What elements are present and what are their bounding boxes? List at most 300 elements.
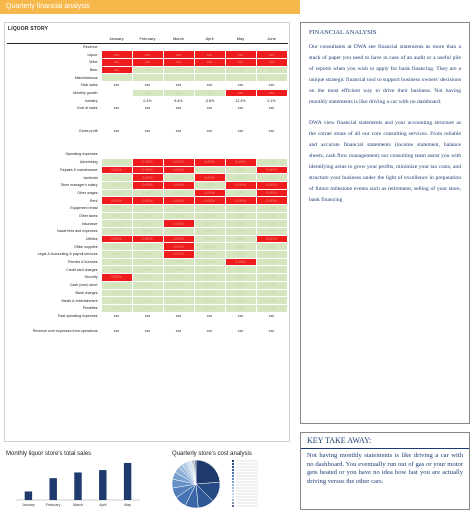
table-cell[interactable]: 0.00%	[256, 212, 287, 220]
table-cell[interactable]: 0.00%	[101, 204, 132, 212]
table-cell[interactable]: 0.00%	[101, 304, 132, 312]
table-cell[interactable]	[132, 320, 163, 328]
table-cell[interactable]: 0.00%	[194, 251, 225, 259]
bar-tick-label: February	[46, 503, 61, 507]
table-cell[interactable]	[194, 43, 225, 51]
table-cell[interactable]: xxx	[101, 327, 132, 335]
table-cell[interactable]	[163, 135, 194, 143]
table-cell[interactable]: 0.00%	[256, 289, 287, 297]
table-cell[interactable]: 0.00%	[163, 304, 194, 312]
table-cell[interactable]: 0.00%	[132, 235, 163, 243]
table-row	[7, 289, 287, 297]
table-cell[interactable]	[163, 43, 194, 51]
table-cell[interactable]	[101, 151, 132, 159]
table-cell[interactable]	[101, 143, 132, 151]
table-cell[interactable]: 0.00%	[163, 258, 194, 266]
table-cell[interactable]: 0.00%	[225, 274, 256, 282]
table-cell[interactable]: 0.00%	[194, 243, 225, 251]
table-cell[interactable]	[256, 74, 287, 82]
table-cell[interactable]: 0.00%	[194, 266, 225, 274]
table-cell[interactable]: 0.00%	[194, 189, 225, 197]
table-cell[interactable]: 0.00%	[132, 243, 163, 251]
pie-legend-swatch	[232, 493, 234, 495]
table-cell[interactable]: 0.00%	[132, 166, 163, 174]
table-cell[interactable]: 0.00%	[101, 235, 132, 243]
table-cell[interactable]: 0.00%	[132, 297, 163, 305]
table-cell[interactable]: xxx	[101, 51, 132, 59]
table-cell[interactable]: xxx	[132, 81, 163, 89]
table-cell[interactable]: 0.00%	[194, 220, 225, 228]
table-cell[interactable]	[132, 120, 163, 128]
table-cell[interactable]: xxx	[225, 105, 256, 113]
table-cell[interactable]: 0.00%	[163, 235, 194, 243]
table-cell[interactable]: xxx	[225, 128, 256, 136]
table-cell[interactable]: 0.00%	[194, 228, 225, 236]
table-cell[interactable]: 0.00%	[256, 258, 287, 266]
table-row	[7, 151, 287, 159]
table-cell[interactable]: xxx	[132, 58, 163, 66]
table-cell[interactable]: 0.00%	[256, 266, 287, 274]
table-cell[interactable]: 12.4%	[225, 97, 256, 105]
table-cell[interactable]: 0.00%	[163, 158, 194, 166]
table-cell[interactable]: xxx	[225, 89, 256, 97]
table-cell[interactable]: xxx	[194, 81, 225, 89]
table-cell[interactable]: 0.00%	[225, 158, 256, 166]
table-cell[interactable]: 0.00%	[163, 181, 194, 189]
table-cell[interactable]: 0.00%	[194, 166, 225, 174]
table-body	[7, 43, 287, 335]
table-cell[interactable]: 0.00%	[101, 158, 132, 166]
table-cell[interactable]: 0.00%	[163, 274, 194, 282]
panel-title: FINANCIAL ANALYSIS	[309, 29, 377, 36]
table-cell[interactable]	[256, 143, 287, 151]
table-cell[interactable]: 0.00%	[194, 274, 225, 282]
table-row	[7, 181, 287, 189]
table-cell[interactable]: xxx	[225, 58, 256, 66]
table-cell[interactable]	[194, 112, 225, 120]
table-cell[interactable]: 0.00%	[132, 158, 163, 166]
financial-table	[7, 35, 288, 336]
table-cell[interactable]: xxx	[101, 128, 132, 136]
table-cell[interactable]	[256, 112, 287, 120]
table-cell[interactable]: xxx	[163, 51, 194, 59]
table-cell[interactable]: 0.00%	[256, 220, 287, 228]
table-cell[interactable]	[101, 74, 132, 82]
table-cell[interactable]: xxx	[163, 312, 194, 320]
header-label-col	[7, 35, 101, 43]
key-takeaway-box	[300, 432, 470, 510]
table-cell[interactable]: 0.00%	[225, 243, 256, 251]
table-cell[interactable]: 0.00%	[256, 189, 287, 197]
row-label: Cash (over) short	[69, 283, 98, 288]
table-cell[interactable]	[163, 143, 194, 151]
table-cell[interactable]	[194, 151, 225, 159]
header-month: May	[225, 35, 256, 43]
row-label: Office supplies	[73, 244, 98, 249]
table-cell[interactable]: xxx	[256, 128, 287, 136]
table-cell[interactable]: 0.00%	[194, 158, 225, 166]
table-row	[7, 81, 287, 89]
bar-tick-label: April	[99, 503, 107, 507]
table-cell[interactable]: xxx	[194, 128, 225, 136]
pie-legend-swatch	[232, 484, 234, 486]
table-cell[interactable]: 0.00%	[101, 220, 132, 228]
table-cell[interactable]	[225, 151, 256, 159]
row-label: Operating expenses	[65, 152, 98, 157]
row-label	[7, 120, 101, 128]
table-cell[interactable]	[101, 120, 132, 128]
table-row	[7, 66, 287, 74]
table-cell[interactable]: 0.00%	[101, 281, 132, 289]
table-cell[interactable]	[163, 120, 194, 128]
table-cell[interactable]: xxx	[194, 89, 225, 97]
table-cell[interactable]: xxx	[256, 51, 287, 59]
table-cell[interactable]: xxx	[256, 58, 287, 66]
table-cell[interactable]: 0.00%	[132, 220, 163, 228]
table-cell[interactable]: 0.00%	[132, 228, 163, 236]
table-cell[interactable]: 0.00%	[163, 197, 194, 205]
financial-sheet	[4, 22, 290, 442]
table-row	[7, 251, 287, 259]
financial-analysis-panel	[300, 22, 470, 424]
panel-paragraph: DWA view financial statements and your accounting structure as the corner stone of all our core consulting services. From reliable and accurate financial statements (income statement, balance sheets, cash flow management) our consulting team assist you with identifying areas to grow your profits, minimize your tax costs, and structure your business under the light of excellence in preparation of future milestone events such as retirement, selling of your store, bank financing	[309, 120, 461, 203]
table-cell[interactable]: 0.00%	[132, 258, 163, 266]
table-cell[interactable]: 0.00%	[101, 266, 132, 274]
table-cell[interactable]: xxx	[132, 327, 163, 335]
table-cell[interactable]	[101, 43, 132, 51]
table-cell[interactable]: 8.4%	[163, 97, 194, 105]
table-cell[interactable]: 0.00%	[101, 289, 132, 297]
table-cell[interactable]: 0.00%	[256, 204, 287, 212]
table-cell[interactable]: 0.00%	[132, 197, 163, 205]
pie-legend-swatch	[232, 475, 234, 477]
table-cell[interactable]: 0.00%	[101, 274, 132, 282]
bar-tick-label: May	[124, 503, 131, 507]
table-cell[interactable]: 0.00%	[194, 181, 225, 189]
table-cell[interactable]: 0.00%	[194, 235, 225, 243]
table-cell[interactable]: 0.00%	[225, 228, 256, 236]
table-cell[interactable]: 0.00%	[256, 174, 287, 182]
table-cell[interactable]	[225, 43, 256, 51]
row-label: Bank charges	[75, 290, 98, 295]
table-cell[interactable]: 0.00%	[132, 204, 163, 212]
table-cell[interactable]: 0.00%	[163, 189, 194, 197]
table-cell[interactable]: xxx	[194, 327, 225, 335]
table-cell[interactable]: xxx	[163, 81, 194, 89]
table-cell[interactable]: 0.00%	[225, 289, 256, 297]
table-cell[interactable]: 0.00%	[163, 243, 194, 251]
table-cell[interactable]: 0.00%	[163, 228, 194, 236]
table-cell[interactable]: 0.00%	[225, 181, 256, 189]
table-cell[interactable]: xxx	[163, 128, 194, 136]
table-cell[interactable]: xxx	[163, 89, 194, 97]
table-cell[interactable]: 0.00%	[163, 281, 194, 289]
table-cell[interactable]: xxx	[256, 81, 287, 89]
table-row	[7, 97, 287, 105]
table-cell[interactable]	[132, 43, 163, 51]
row-label: Insurance	[81, 221, 98, 226]
table-cell[interactable]: 0.00%	[101, 189, 132, 197]
header-month: February	[132, 35, 163, 43]
table-row	[7, 135, 287, 143]
table-cell[interactable]: 0.00%	[256, 228, 287, 236]
table-cell[interactable]: 0.00%	[256, 243, 287, 251]
table-cell[interactable]	[256, 43, 287, 51]
table-cell[interactable]	[194, 135, 225, 143]
row-label: Advertising	[79, 160, 98, 165]
table-cell[interactable]: 0.00%	[194, 281, 225, 289]
row-label: Revenue	[83, 45, 98, 50]
pie-legend-swatch	[232, 469, 234, 471]
table-cell[interactable]: xxx	[256, 89, 287, 97]
table-cell[interactable]: xxx	[225, 66, 256, 74]
table-cell[interactable]: 0.00%	[194, 258, 225, 266]
table-cell[interactable]	[101, 320, 132, 328]
table-cell[interactable]	[101, 135, 132, 143]
table-cell[interactable]: 0.00%	[163, 220, 194, 228]
table-cell[interactable]: 0.00%	[256, 297, 287, 305]
table-row	[7, 258, 287, 266]
table-cell[interactable]: xxx	[225, 81, 256, 89]
table-cell[interactable]: xxx	[163, 66, 194, 74]
table-cell[interactable]: 0.00%	[194, 204, 225, 212]
table-cell[interactable]: 0.4%	[132, 97, 163, 105]
pie-legend-swatch	[232, 463, 234, 465]
table-cell[interactable]	[225, 120, 256, 128]
table-cell[interactable]: 0.00%	[101, 297, 132, 305]
table-cell[interactable]: xxx	[194, 105, 225, 113]
table-cell[interactable]: xxx	[163, 327, 194, 335]
pie-legend-swatch	[232, 472, 234, 474]
table-cell[interactable]	[132, 135, 163, 143]
table-cell[interactable]	[256, 135, 287, 143]
table-cell[interactable]: 0.00%	[225, 266, 256, 274]
table-cell[interactable]: 0.00%	[225, 235, 256, 243]
table-cell[interactable]	[194, 320, 225, 328]
table-cell[interactable]	[163, 151, 194, 159]
table-cell[interactable]	[225, 143, 256, 151]
table-cell[interactable]: 0.00%	[225, 304, 256, 312]
table-cell[interactable]: 0.00%	[256, 304, 287, 312]
table-cell[interactable]	[101, 112, 132, 120]
table-cell[interactable]: 0.00%	[163, 297, 194, 305]
table-cell[interactable]: xxx	[256, 312, 287, 320]
panel-paragraph: Our consultants at DWA see financial statements as more than a stack of paper you need to have in case of an audit or a useful pile of reports when you wish to apply for bank financing. They are a unique strategic financial tool to support business owners' decisions on the most efficient way to drive their business. Not having monthly statements is like driving a car with no dashboard.	[309, 44, 461, 105]
table-cell[interactable]: xxx	[163, 105, 194, 113]
table-cell[interactable]: 0.00%	[225, 197, 256, 205]
table-cell[interactable]: 0.00%	[225, 220, 256, 228]
table-row	[7, 120, 287, 128]
table-cell[interactable]: 0.00%	[163, 174, 194, 182]
table-cell[interactable]: xxx	[132, 51, 163, 59]
row-label: Gross profit	[78, 129, 98, 134]
table-cell[interactable]: 0.1%	[256, 97, 287, 105]
table-cell[interactable]: xxx	[194, 66, 225, 74]
row-label: Beer	[89, 67, 98, 72]
table-cell[interactable]: 0.00%	[225, 251, 256, 259]
table-cell[interactable]: 0.00%	[256, 251, 287, 259]
table-row	[7, 89, 287, 97]
table-cell[interactable]: 0.00%	[163, 251, 194, 259]
table-row	[7, 43, 287, 51]
header-month: March	[163, 35, 194, 43]
table-cell[interactable]: 0.00%	[163, 166, 194, 174]
table-cell[interactable]: 0.00%	[101, 212, 132, 220]
table-cell[interactable]: xxx	[132, 89, 163, 97]
pie-slice	[196, 460, 220, 484]
table-cell[interactable]: 0.00%	[101, 243, 132, 251]
pie-legend-swatch	[232, 505, 234, 507]
table-cell[interactable]	[225, 112, 256, 120]
pie-chart	[170, 458, 295, 510]
table-cell[interactable]	[163, 112, 194, 120]
table-cell[interactable]	[194, 143, 225, 151]
table-cell[interactable]: 0.00%	[225, 189, 256, 197]
table-cell[interactable]: 0.00%	[132, 266, 163, 274]
table-cell[interactable]: 0.00%	[256, 166, 287, 174]
table-cell[interactable]: 0.00%	[101, 181, 132, 189]
table-cell[interactable]: xxx	[225, 327, 256, 335]
table-cell[interactable]	[132, 112, 163, 120]
bar-mark	[49, 478, 56, 500]
table-cell[interactable]: xxx	[132, 66, 163, 74]
table-cell[interactable]: xxx	[194, 51, 225, 59]
table-cell[interactable]	[194, 74, 225, 82]
bar-mark	[99, 470, 106, 500]
table-cell[interactable]	[132, 151, 163, 159]
table-cell[interactable]: xxx	[101, 58, 132, 66]
table-cell[interactable]: 0.00%	[194, 197, 225, 205]
header-month: April	[194, 35, 225, 43]
row-label: Liquor	[87, 52, 98, 57]
table-cell[interactable]	[225, 74, 256, 82]
table-cell[interactable]: 0.00%	[132, 174, 163, 182]
table-cell[interactable]: xxx	[101, 66, 132, 74]
row-label: Penalties	[82, 306, 98, 311]
table-cell[interactable]	[256, 151, 287, 159]
table-cell[interactable]: 0.00%	[163, 266, 194, 274]
table-cell[interactable]: xxx	[132, 105, 163, 113]
table-row	[7, 204, 287, 212]
row-label: Industry	[84, 98, 98, 103]
table-cell[interactable]: 0.00%	[132, 251, 163, 259]
pie-legend-swatch	[232, 487, 234, 489]
table-cell[interactable]: xxx	[163, 58, 194, 66]
table-cell[interactable]: 0.00%	[132, 281, 163, 289]
table-cell[interactable]	[225, 135, 256, 143]
table-cell[interactable]: 0.00%	[225, 297, 256, 305]
table-cell[interactable]: xxx	[225, 51, 256, 59]
table-cell[interactable]: 0.00%	[194, 174, 225, 182]
table-cell[interactable]: 0.00%	[256, 197, 287, 205]
table-cell[interactable]	[194, 120, 225, 128]
table-cell[interactable]: 0.00%	[225, 212, 256, 220]
table-cell[interactable]: 0.00%	[194, 304, 225, 312]
bar-tick-label: March	[73, 503, 83, 507]
table-cell[interactable]: 0.00%	[132, 181, 163, 189]
table-cell[interactable]: 0.00%	[132, 289, 163, 297]
table-cell[interactable]: 0.00%	[132, 304, 163, 312]
table-cell[interactable]: 0.00%	[256, 158, 287, 166]
table-row	[7, 143, 287, 151]
table-row	[7, 189, 287, 197]
table-cell[interactable]	[163, 320, 194, 328]
table-cell[interactable]: xxx	[194, 312, 225, 320]
table-cell[interactable]: 0.00%	[101, 258, 132, 266]
table-cell[interactable]	[163, 74, 194, 82]
table-cell[interactable]: xxx	[101, 312, 132, 320]
table-cell[interactable]: 0.00%	[101, 197, 132, 205]
table-cell[interactable]	[101, 97, 132, 105]
table-cell[interactable]: 0.00%	[256, 281, 287, 289]
table-cell[interactable]: 0.00%	[163, 289, 194, 297]
table-cell[interactable]: xxx	[194, 58, 225, 66]
table-cell[interactable]	[132, 143, 163, 151]
table-cell[interactable]	[132, 74, 163, 82]
table-cell[interactable]: 0.00%	[256, 274, 287, 282]
table-cell[interactable]: xxx	[256, 327, 287, 335]
row-label	[7, 143, 101, 151]
table-cell[interactable]	[225, 320, 256, 328]
table-cell[interactable]: 0.00%	[194, 297, 225, 305]
table-cell[interactable]: 0.00%	[101, 166, 132, 174]
table-row	[7, 105, 287, 113]
table-cell[interactable]	[256, 320, 287, 328]
table-cell[interactable]: 0.00%	[101, 251, 132, 259]
table-row	[7, 304, 287, 312]
row-label	[7, 320, 101, 328]
table-header-row	[7, 35, 287, 43]
table-cell[interactable]: 0.00%	[132, 274, 163, 282]
table-row	[7, 212, 287, 220]
table-cell[interactable]: xxx	[256, 105, 287, 113]
table-cell[interactable]: xxx	[132, 128, 163, 136]
table-cell[interactable]: 0.00%	[225, 166, 256, 174]
table-cell[interactable]: xxx	[132, 312, 163, 320]
takeaway-title: KEY TAKE AWAY:	[301, 433, 469, 449]
bar-chart	[6, 460, 146, 510]
table-cell[interactable]: 0.00%	[194, 289, 225, 297]
table-cell[interactable]: 0.00%	[256, 181, 287, 189]
row-label: Other taxes	[78, 213, 98, 218]
table-cell[interactable]: 0.00%	[225, 281, 256, 289]
table-row	[7, 281, 287, 289]
table-cell[interactable]: xxx	[101, 105, 132, 113]
table-cell[interactable]: 0.00%	[101, 228, 132, 236]
table-cell[interactable]: xxx	[101, 81, 132, 89]
table-cell[interactable]: 0.00%	[132, 212, 163, 220]
table-cell[interactable]: 0.00%	[163, 212, 194, 220]
table-cell[interactable]: 0.00%	[225, 204, 256, 212]
table-cell[interactable]: 0.00%	[101, 174, 132, 182]
pie-legend-swatch	[232, 502, 234, 504]
table-cell[interactable]: 0.00%	[225, 258, 256, 266]
table-cell[interactable]: 0.00%	[132, 189, 163, 197]
table-row	[7, 235, 287, 243]
table-cell[interactable]: 0.00%	[163, 204, 194, 212]
banner-title: Quarterly financial analysis	[6, 3, 90, 10]
table-row	[7, 197, 287, 205]
table-cell[interactable]: 0.00%	[256, 235, 287, 243]
table-cell[interactable]: 0.00%	[225, 174, 256, 182]
table-cell[interactable]: xxx	[256, 66, 287, 74]
table-cell[interactable]: -3.8%	[194, 97, 225, 105]
table-cell[interactable]: xxx	[225, 312, 256, 320]
table-cell[interactable]	[101, 89, 132, 97]
table-cell[interactable]	[256, 120, 287, 128]
row-label: Wine	[89, 60, 98, 65]
table-cell[interactable]: 0.00%	[194, 212, 225, 220]
